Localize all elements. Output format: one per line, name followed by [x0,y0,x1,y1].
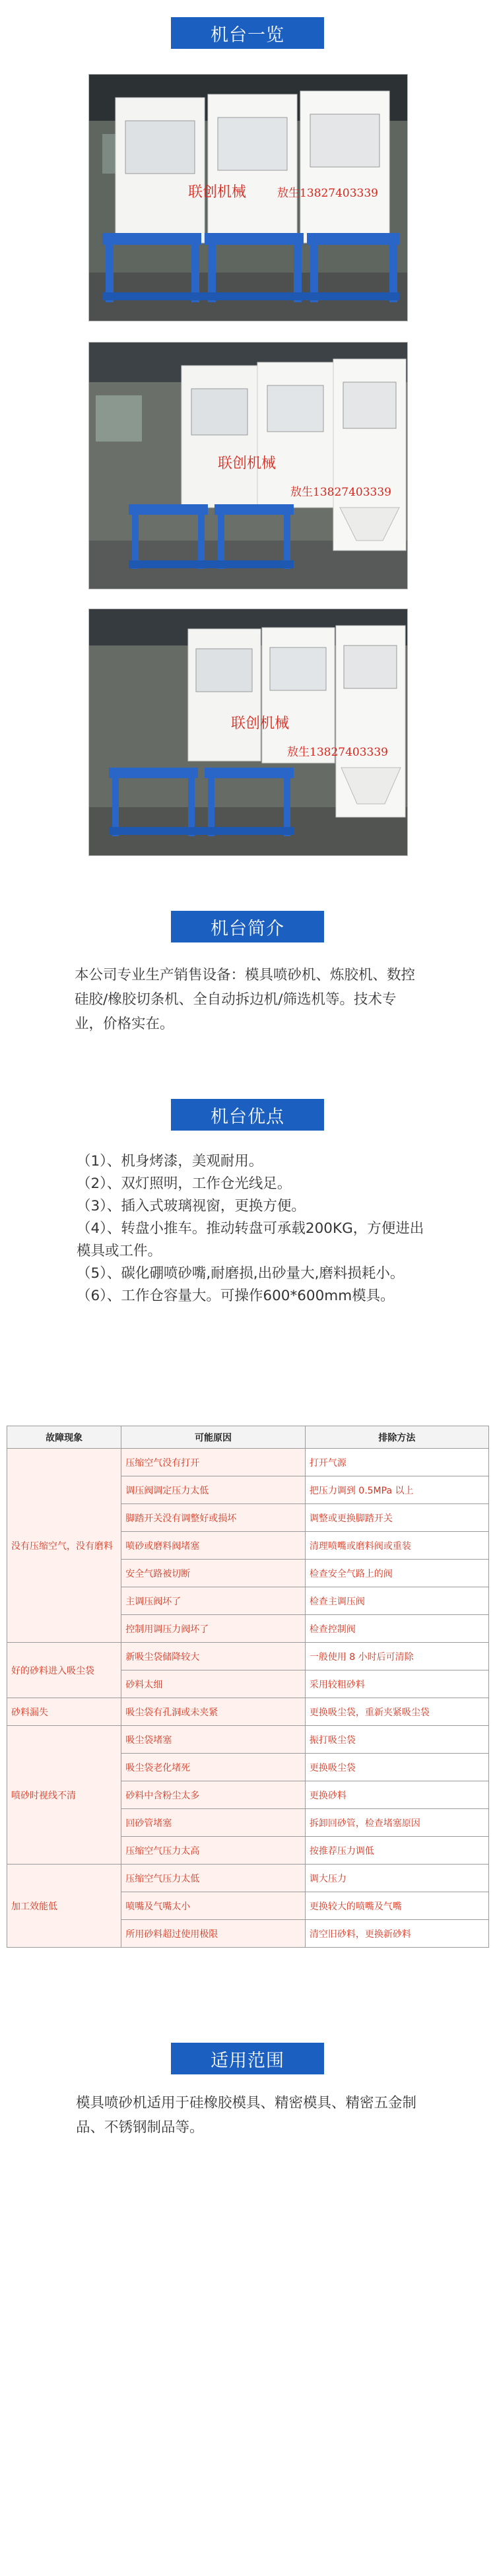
cause-cell: 调压阀调定压力太低 [121,1476,306,1504]
phenomenon-cell: 加工效能低 [7,1865,121,1948]
cause-cell: 砂料太细 [121,1670,306,1698]
cause-cell: 压缩空气压力太低 [121,1865,306,1892]
watermark-text-2: 联创机械 [218,455,277,472]
solution-cell: 把压力调到 0.5MPa 以上 [305,1476,488,1504]
solution-cell: 检查安全气路上的阀 [305,1560,488,1587]
solution-cell: 调大压力 [305,1865,488,1892]
intro-paragraph: 本公司专业生产销售设备：模具喷砂机、炼胶机、数控硅胶/橡胶切条机、全自动拆边机/筛选机等。技术专业，价格实在。 [75,967,416,1032]
cause-cell: 安全气路被切断 [121,1560,306,1587]
machine-photo-3 [88,609,408,856]
fault-table [7,1426,489,1948]
solution-cell: 振打吸尘袋 [305,1726,488,1754]
cause-cell: 吸尘袋有孔洞或未夹紧 [121,1698,306,1726]
advantage-item: （3）、插入式玻璃视窗，更换方便。 [77,1198,306,1214]
solution-cell: 一般使用 8 小时后可清除 [305,1643,488,1670]
cause-cell: 喷砂或磨料阀堵塞 [121,1532,306,1560]
solution-cell: 打开气源 [305,1449,488,1476]
table-row [7,1698,489,1726]
overview-title: 机台一览 [211,24,284,46]
cause-cell: 脚踏开关没有调整好或损坏 [121,1504,306,1532]
header-cause: 可能原因 [121,1426,306,1449]
usage-title-banner [171,2043,324,2074]
table-row [7,1643,489,1670]
overview-title-banner [171,17,324,49]
solution-cell: 采用较粗砂料 [305,1670,488,1698]
header-solution: 排除方法 [305,1426,488,1449]
cause-cell: 压缩空气压力太高 [121,1837,306,1865]
phone-text-1: 敖生13827403339 [277,187,378,200]
solution-cell: 调整或更换脚踏开关 [305,1504,488,1532]
cause-cell: 喷嘴及气嘴太小 [121,1892,306,1920]
phenomenon-cell: 好的砂料进入吸尘袋 [7,1643,121,1698]
watermark-text-1: 联创机械 [188,184,247,201]
solution-cell: 更换砂料 [305,1781,488,1809]
solution-cell: 更换吸尘袋 [305,1754,488,1781]
advantage-item: （4）、转盘小推车。推动转盘可承载200KG，方便进出模具或工件。 [77,1220,424,1259]
cause-cell: 回砂管堵塞 [121,1809,306,1837]
intro-title-banner [171,911,324,942]
solution-cell: 清理喷嘴或磨料阀或重装 [305,1532,488,1560]
cause-cell: 吸尘袋堵塞 [121,1726,306,1754]
watermark-text-3: 联创机械 [231,715,290,732]
machine-photo-2 [88,342,408,589]
advantages-list [77,1150,426,1307]
phenomenon-cell: 砂料漏失 [7,1698,121,1726]
intro-title: 机台简介 [211,918,284,939]
solution-cell: 清空旧砂料，更换新砂料 [305,1920,488,1948]
usage-paragraph: 模具喷砂机适用于硅橡胶模具、精密模具、精密五金制品、不锈钢制品等。 [76,2095,417,2136]
cause-cell: 砂料中含粉尘太多 [121,1781,306,1809]
table-header-row [7,1426,489,1449]
solution-cell: 按推荐压力调低 [305,1837,488,1865]
solution-cell: 更换吸尘袋，重新夹紧吸尘袋 [305,1698,488,1726]
table-row [7,1865,489,1892]
cause-cell: 吸尘袋老化堵死 [121,1754,306,1781]
solution-cell: 更换较大的喷嘴及气嘴 [305,1892,488,1920]
usage-title: 适用范围 [211,2050,284,2071]
advantages-title: 机台优点 [211,1106,284,1127]
header-phenomenon: 故障现象 [7,1426,121,1449]
cause-cell: 主调压阀坏了 [121,1587,306,1615]
cause-cell: 控制用调压力阀坏了 [121,1615,306,1643]
cause-cell: 新吸尘袋储降较大 [121,1643,306,1670]
advantages-title-banner [171,1099,324,1131]
machine-photo-1 [88,74,408,321]
advantage-item: （2）、双灯照明，工作仓光线足。 [77,1175,292,1192]
advantage-item: （6）、工作仓容量大。可操作600*600mm模具。 [77,1288,395,1304]
phenomenon-cell: 没有压缩空气，没有磨料 [7,1449,121,1643]
table-row [7,1726,489,1754]
solution-cell: 检查主调压阀 [305,1587,488,1615]
cause-cell: 所用砂料超过使用极限 [121,1920,306,1948]
solution-cell: 拆卸回砂管，检查堵塞原因 [305,1809,488,1837]
phone-text-2: 敖生13827403339 [290,486,391,499]
phone-text-3: 敖生13827403339 [287,746,388,759]
solution-cell: 检查控制阀 [305,1615,488,1643]
table-row [7,1449,489,1476]
advantage-item: （5）、碳化硼喷砂嘴,耐磨损,出砂量大,磨料损耗小。 [77,1265,405,1282]
cause-cell: 压缩空气没有打开 [121,1449,306,1476]
phenomenon-cell: 喷砂时视线不清 [7,1726,121,1865]
advantage-item: （1）、机身烤漆，美观耐用。 [77,1153,263,1170]
